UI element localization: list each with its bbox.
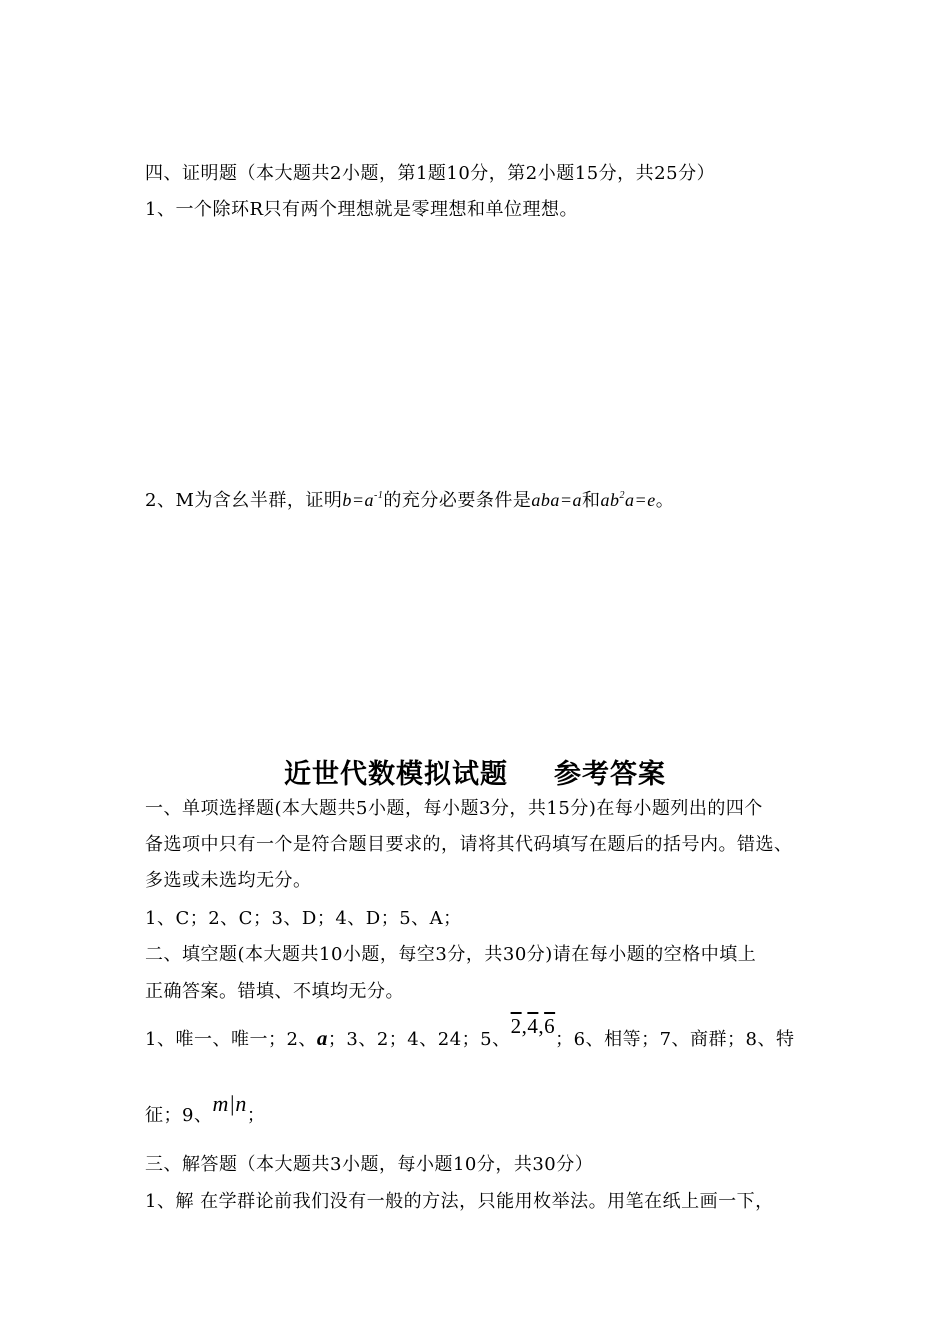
- proof-question-1: 1、一个除环R只有两个理想就是零理想和单位理想。: [145, 199, 579, 220]
- section-2-answers-line-2: 征；9、m|n；: [145, 1091, 266, 1126]
- section-1-line-3: 多选或未选均无分。: [145, 870, 312, 891]
- math-residue-classes: 2,4,6: [510, 1014, 556, 1038]
- equation-aba-a: aba=a: [531, 490, 583, 510]
- section-2-line-2: 正确答案。错填、不填均无分。: [145, 981, 404, 1002]
- section-2-line-1: 二、填空题(本大题共10小题，每空3分，共30分)请在每小题的空格中填上: [145, 944, 757, 965]
- section-3-heading: 三、解答题（本大题共3小题，每小题10分，共30分）: [145, 1154, 594, 1175]
- section-1-line-2: 备选项中只有一个是符合题目要求的，请将其代码填写在题后的括号内。错选、: [145, 834, 793, 855]
- math-a: a: [316, 1026, 328, 1050]
- section-3-question-1: 1、解 在学群论前我们没有一般的方法，只能用枚举法。用笔在纸上画一下，: [145, 1191, 774, 1212]
- section-1-answers: 1、C；2、C；3、D；4、D；5、A；: [145, 908, 462, 929]
- section-1-line-1: 一、单项选择题(本大题共5小题，每小题3分，共15分)在每小题列出的四个: [145, 798, 763, 819]
- condition-b-equals-a-inverse: $b=a^{-1}$: [342, 490, 384, 510]
- proof-question-2: 2、M为含幺半群，证明$b=a^{-1}$的充分必要条件是aba=a和$ab^2a=e$。: [145, 490, 675, 511]
- equation-ab2a-e: $ab^2a=e$: [600, 490, 656, 510]
- math-m-divides-n: m|n: [212, 1091, 247, 1116]
- section-4-heading: 四、证明题（本大题共2小题，第1题10分，第2小题15分，共25分）: [145, 163, 716, 184]
- answer-title: 近世代数模拟试题 参考答案: [284, 759, 666, 790]
- section-2-answers-line-1: 1、唯一、唯一；2、a；3、2；4、24；5、2,4,6；6、相等；7、商群；8、特: [145, 1014, 795, 1050]
